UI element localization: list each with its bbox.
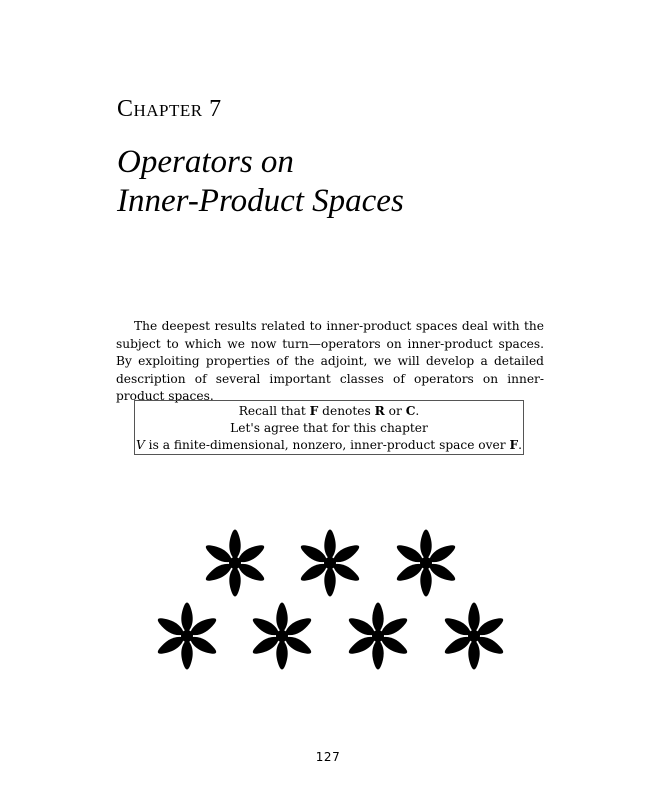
flower-icon (394, 530, 458, 597)
flower-icon (346, 603, 410, 670)
chapter-title (117, 143, 404, 221)
flower-ornament (150, 522, 510, 677)
page-number: 127 (315, 750, 341, 764)
chapter-title-line-1: Operators on (117, 144, 294, 180)
intro-paragraph: The deepest results related to inner-product spaces deal with the subject to which we now turn—operators on inner-product spaces. By exploiting properties of the adjoint, we will develop a detailed description of several important classes of operators on inner-product spaces. (116, 319, 544, 404)
assumption-line-2: Let's agree that for this chapter (230, 421, 428, 435)
assumption-box (134, 400, 524, 455)
flower-icon (203, 530, 267, 597)
assumption-line-1: Recall that F denotes R or C. (238, 404, 420, 418)
chapter-label: Chapter 7 (117, 96, 222, 122)
flower-icon (155, 603, 219, 670)
flower-icon (298, 530, 362, 597)
assumption-line-3: V is a finite-dimensional, nonzero, inner-product space over F. (136, 438, 522, 452)
chapter-title-line-2: Inner-Product Spaces (117, 183, 404, 219)
flower-icon (250, 603, 314, 670)
flower-icon (442, 603, 506, 670)
